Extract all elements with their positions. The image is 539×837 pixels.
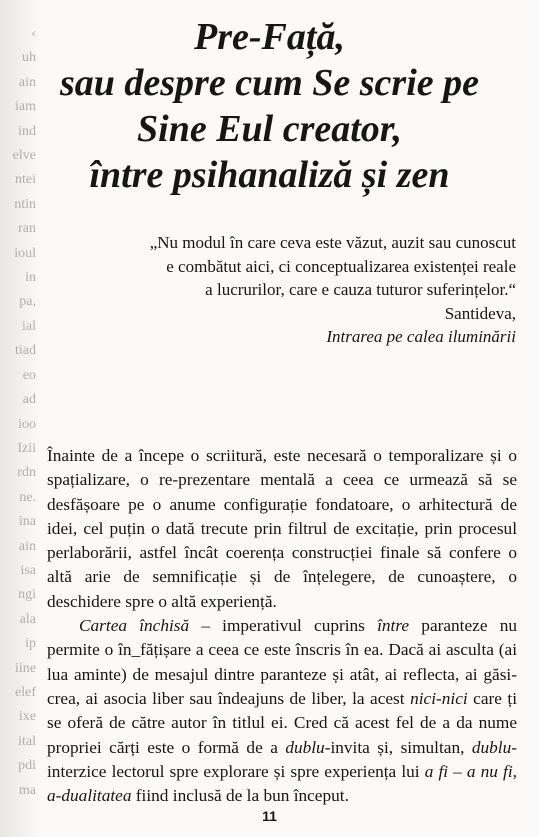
text-run: -interzice lectorul spre explorare și spre experiența lui bbox=[47, 737, 517, 781]
facing-page-fragment: tiad bbox=[15, 343, 36, 359]
text-run: – imperativul cuprins bbox=[189, 616, 378, 636]
facing-page-fragment: ne. bbox=[19, 489, 36, 505]
italic-phrase: Cartea închisă bbox=[79, 616, 190, 636]
italic-phrase: între bbox=[377, 616, 410, 636]
text-run: -invita și, simultan, bbox=[324, 737, 472, 757]
facing-page-fragment: Izii bbox=[17, 440, 36, 456]
text-run: , bbox=[512, 761, 517, 781]
facing-page-bleed bbox=[0, 0, 40, 837]
title-line: între psihanaliză și zen bbox=[89, 154, 450, 196]
facing-page-fragment: ntei bbox=[15, 172, 36, 188]
facing-page-fragment: elve bbox=[12, 148, 36, 164]
epigraph-author: Santideva, bbox=[444, 303, 516, 323]
facing-page-fragment: pa, bbox=[19, 294, 36, 310]
facing-page-fragment: ital bbox=[18, 733, 36, 749]
page-number: 11 bbox=[262, 808, 277, 824]
paragraph-2 bbox=[47, 614, 517, 808]
facing-page-fragment: iam bbox=[15, 99, 36, 115]
facing-page-fragment: uh bbox=[22, 50, 36, 66]
title-line: Sine Eul creator, bbox=[137, 108, 402, 150]
facing-page-fragment: ntin bbox=[14, 196, 36, 212]
facing-page-fragment: ioo bbox=[18, 416, 36, 432]
facing-page-fragment: ioul bbox=[14, 245, 36, 261]
epigraph-source: Intrarea pe calea iluminării bbox=[326, 327, 516, 346]
facing-page-fragment: elef bbox=[15, 684, 36, 700]
paragraph-1: Înainte de a începe o scriitură, este necesară o temporalizare și o spațializare, o re-prezentare mentală a ceea ce urmează să se desfășoare pe o anume configurație fondatoare, o arhitectură de idei, cel puțin o dată trecute prin filtrul de excitație, prin procesul perlaborării, astfel încât coerența construcției finale să confere o altă arie de semnificație și de înțelegere, de cunoaștere, o deschidere spre o altă experiență. bbox=[47, 446, 517, 611]
text-run: care ți se oferă de către autor în titlul ei. Cred că acest fel de a da nume propriei cărți este o formă de a bbox=[47, 688, 517, 757]
facing-page-fragment: ran bbox=[18, 221, 36, 237]
facing-page-fragment: ‹ bbox=[31, 26, 36, 41]
text-run: fiind inclusă de la bun început. bbox=[131, 786, 349, 806]
facing-page-fragment: iine bbox=[15, 660, 36, 676]
facing-page-fragment: ina bbox=[18, 514, 36, 530]
facing-page-fragment: ngi bbox=[18, 587, 36, 603]
italic-phrase: a-dualitatea bbox=[47, 786, 132, 806]
italic-phrase: dublu bbox=[285, 737, 325, 757]
italic-phrase: nici-nici bbox=[410, 688, 468, 708]
text-run: paranteze nu permite o în_fățișare a ceea ce este înscris în ea. Dacă ai asculta (ai lua aminte) de mesajul dintre paranteze și atât, ai reflecta, ai găsi-crea, ai asocia liber sau îndeajuns de liber, la acest bbox=[47, 616, 517, 708]
facing-page-text bbox=[2, 22, 36, 798]
epigraph-line: „Nu modul în care ceva este văzut, auzit sau cunoscut bbox=[149, 233, 516, 252]
facing-page-fragment: ad bbox=[22, 392, 36, 408]
facing-page-fragment: rdn bbox=[17, 465, 36, 481]
facing-page-fragment: ixe bbox=[18, 709, 36, 725]
epigraph bbox=[60, 231, 516, 349]
facing-page-fragment: ma bbox=[18, 782, 36, 798]
body-text bbox=[47, 444, 517, 808]
facing-page-fragment: eo bbox=[22, 367, 36, 383]
italic-phrase: dublu bbox=[471, 737, 512, 757]
title-line: Pre-Față, bbox=[194, 16, 345, 58]
facing-page-fragment: ain bbox=[18, 74, 36, 90]
facing-page-fragment: ind bbox=[18, 123, 36, 139]
facing-page-fragment: ain bbox=[18, 538, 36, 554]
epigraph-line: a lucrurilor, care e cauza tuturor suferințelor.“ bbox=[205, 280, 516, 299]
facing-page-fragment: in bbox=[25, 270, 36, 286]
chapter-title bbox=[40, 14, 499, 198]
facing-page-fragment: ala bbox=[19, 611, 36, 627]
epigraph-line: e combătut aici, ci conceptualizarea existenței reale bbox=[166, 256, 516, 276]
facing-page-fragment: ip bbox=[25, 636, 36, 652]
facing-page-fragment: pdi bbox=[18, 758, 36, 774]
title-line: sau despre cum Se scrie pe bbox=[59, 62, 480, 104]
facing-page-fragment: ial bbox=[22, 318, 36, 334]
italic-phrase: a fi – a nu fi bbox=[424, 761, 513, 781]
facing-page-fragment: isa bbox=[20, 562, 36, 578]
